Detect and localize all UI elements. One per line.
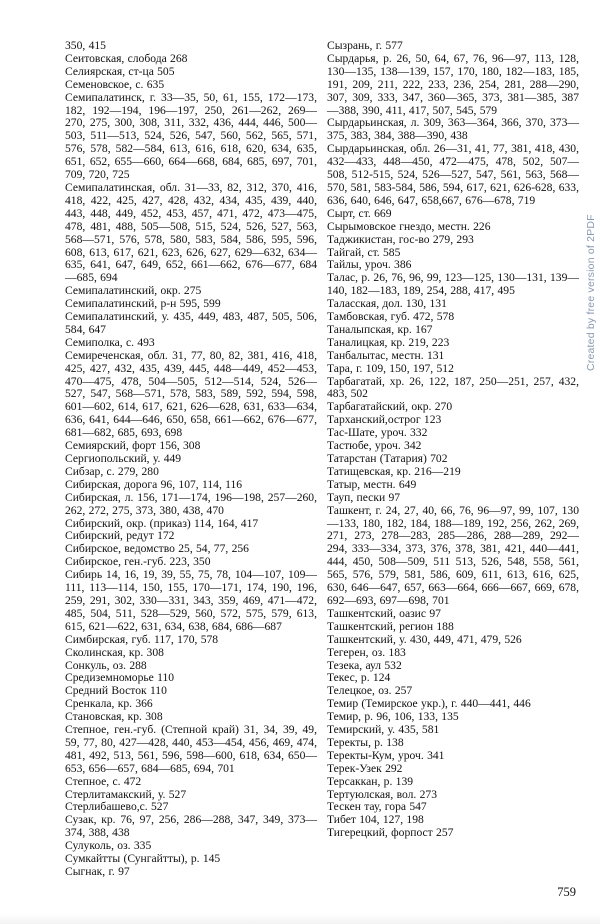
index-entry: Темирский, у. 435, 581 (327, 723, 440, 737)
index-entry: Семиреченская, обл. 31, 77, 80, 82, 381, 416, 418, 425, 427, 432, 435, 439, 445, 448—449, 452—453, 470—475, 478, 504—505, 512—514, 524, 526—527, 547, 568—571, 578, 583, 589, 592, 594, 598, 601—602, 614, 617, 621, 626—628, 631, 633—634, 636, 641, 644—646, 650, 658, 661—662, 676—677, 681—682, 685, 693, 698 (65, 348, 317, 440)
index-entry: Семипалатинская, обл. 31—33, 82, 312, 370, 416, 418, 422, 425, 427, 428, 432, 434, 435, 439, 440, 443, 448, 449, 452, 453, 457, 471, 472, 473—475, 478, 481, 488, 505—508, 515, 524, 526, 527, 563, 568—571, 576, 578, 580, 583, 584, 586, 595, 596, 608, 613, 617, 621, 623, 626, 627, 629—632, 634—635, 641, 647, 649, 652, 661—662, 676—677, 684—685, 694 (65, 180, 317, 285)
index-entry: Сыгнак, г. 97 (65, 865, 130, 878)
index-entry: Сырдарьинская, л. 309, 363—364, 366, 370, 373—375, 383, 384, 388—390, 438 (327, 116, 579, 143)
index-entry: Стерлитамакский, у. 527 (65, 787, 187, 801)
index-entry: Темир (Темирское укр.), г. 440—441, 446 (327, 697, 531, 711)
index-entry: Сколинская, кр. 308 (65, 645, 164, 659)
index-entry: Степное, с. 472 (65, 774, 142, 788)
index-entry: Сырт, ст. 669 (327, 206, 392, 220)
index-entry: Тарбагатайский, окр. 270 (327, 400, 453, 414)
index-entry: Таналыпская, кр. 167 (327, 322, 433, 336)
index-entry: Средиземноморье 110 (65, 671, 175, 685)
index-entry: 350, 415 (65, 39, 106, 52)
index-entry: Телецкое, оз. 257 (327, 684, 413, 698)
index-entry: Симбирская, губ. 117, 170, 578 (65, 632, 219, 646)
index-entry: Степное, ген.-губ. (Степной край) 31, 34, 39, 49, 59, 77, 80, 427—428, 440, 453—454, 456, 469, 474, 481, 492, 513, 561, 596, 598—600, 618, 634, 650—653, 656—657, 684—685, 694, 701 (65, 723, 317, 775)
index-entry: Семипалатинский, окр. 275 (65, 284, 202, 298)
index-entry: Тара, г. 109, 150, 197, 512 (327, 361, 454, 375)
index-entry: Сырдарьинская, обл. 26—31, 41, 77, 381, 418, 430, 432—433, 448—450, 472—475, 478, 502, 507—508, 512-515, 524, 526—527, 547, 561, 563, 568—570, 581, 583-584, 586, 594, 617, 621, 626-628, 633, 636, 640, 646, 647, 658,667, 676—678, 719 (327, 142, 579, 207)
index-entry: Текес, р. 124 (327, 671, 391, 685)
index-entry: Таджикистан, гос-во 279, 293 (327, 232, 474, 246)
index-entry: Тертуюлская, вол. 273 (327, 787, 437, 801)
index-entry: Сренкала, кр. 366 (65, 697, 153, 711)
index-entry: Сырымовское гнездо, местн. 226 (327, 219, 491, 233)
index-entry: Таласская, дол. 130, 131 (327, 297, 447, 311)
index-entry: Семиярский, форт 156, 308 (65, 439, 201, 453)
index-entry: Таналицкая, кр. 219, 223 (327, 335, 450, 349)
index-entry: Ташкентский, оазис 97 (327, 606, 441, 620)
index-entry: Талас, р. 26, 76, 96, 99, 123—125, 130—131, 139—140, 182—183, 189, 254, 288, 417, 495 (327, 271, 579, 298)
index-column-left (65, 40, 317, 879)
index-entry: Сергиопольский, у. 449 (65, 452, 182, 465)
index-entry: Сибирский, редут 172 (65, 529, 175, 543)
index-entry: Ташкент, г. 24, 27, 40, 66, 76, 96—97, 99, 107, 130—133, 180, 182, 184, 188—189, 192, 256, 262, 269, 271, 273, 278—283, 285—286, 288—289, 292—294, 333—334, 373, 376, 378, 381, 421, 440—441, 444, 450, 508—509, 511 513, 526, 548, 558, 561, 565, 576, 579, 581, 586, 609, 611, 613, 616, 625, 630, 646—647, 657, 663—664, 666—667, 669, 678, 692—693, 697—698, 701 (327, 503, 579, 607)
index-entry: Татищевская, кр. 216—219 (327, 464, 461, 478)
index-entry: Тамбовская, губ. 472, 578 (327, 310, 455, 324)
index-entry: Тегерен, оз. 183 (327, 645, 406, 659)
scan-shadow (0, 914, 600, 924)
index-entry: Темир, р. 96, 106, 133, 135 (327, 710, 459, 724)
index-entry: Ташкентский, регион 188 (327, 619, 454, 633)
index-entry: Сибзар, с. 279, 280 (65, 464, 159, 478)
index-entry: Семеновское, с. 635 (65, 77, 165, 91)
index-content (65, 40, 579, 879)
index-entry: Тарбагатай, хр. 26, 122, 187, 250—251, 257, 432, 483, 502 (327, 374, 579, 401)
index-entry: Сибирский, окр. (приказ) 114, 164, 417 (65, 516, 259, 530)
index-entry: Танбалытас, местн. 131 (327, 348, 445, 362)
index-entry: Татыр, местн. 649 (327, 477, 417, 491)
index-entry: Тастюбе, уроч. 342 (327, 439, 422, 453)
index-entry: Семипалатинский, у. 435, 449, 483, 487, 505, 506, 584, 647 (65, 310, 317, 336)
index-entry: Сеитовская, слобода 268 (65, 51, 188, 65)
index-entry: Тас-Шате, уроч. 332 (327, 426, 428, 440)
index-entry: Сибирская, л. 156, 171—174, 196—198, 257—260, 262, 272, 275, 373, 380, 438, 470 (65, 490, 317, 517)
index-entry: Семипалатинский, р-н 595, 599 (65, 297, 221, 311)
index-entry: Сумкайтты (Сунгайтты), р. 145 (65, 852, 221, 866)
index-entry: Сибирское, ген.-губ. 223, 350 (65, 555, 211, 569)
index-entry: Сырдарья, р. 26, 50, 64, 67, 76, 96—97, 113, 128, 130—135, 138—139, 157, 170, 180, 182—183, 185, 191, 209, 211, 222, 233, 236, 254, 281, 288—290, 307, 309, 333, 347, 360—365, 373, 381—385, 387—388, 390, 411, 417, 507, 545, 579 (327, 51, 579, 117)
page-number: 759 (557, 885, 576, 899)
index-entry: Сулуколь, оз. 335 (65, 839, 152, 853)
index-entry: Сызрань, г. 577 (327, 39, 403, 52)
index-entry: Тескен тау, гора 547 (327, 800, 427, 814)
pdf-watermark: Created by free version of 2PDF (585, 214, 597, 371)
index-entry: Сибирская, дорога 96, 107, 114, 116 (65, 477, 243, 491)
index-entry: Татарстан (Татария) 702 (327, 452, 448, 465)
index-entry: Сонкуль, оз. 288 (65, 658, 147, 672)
index-entry: Сузак, кр. 76, 97, 256, 286—288, 347, 349, 373—374, 388, 438 (65, 813, 317, 840)
index-entry: Тауп, пески 97 (327, 490, 401, 504)
index-entry: Тайлы, уроч. 386 (327, 258, 412, 272)
index-column-right (327, 40, 579, 879)
index-entry: Тарханский,острог 123 (327, 413, 442, 427)
index-entry: Селиярская, ст-ца 505 (65, 64, 175, 78)
index-entry: Сибирь 14, 16, 19, 39, 55, 75, 78, 104—107, 109—111, 113—114, 150, 155, 170—171, 174, 190, 196, 259, 291, 302, 330—331, 343, 359, 469, 471—472, 485, 504, 511, 528—529, 560, 572, 575, 579, 613, 615, 621—622, 631, 634, 638, 684, 686—687 (65, 568, 317, 633)
index-entry: Стерлибашево,с. 527 (65, 800, 169, 814)
index-entry: Средний Восток 110 (65, 684, 167, 698)
index-entry: Терсаккан, р. 139 (327, 774, 414, 788)
index-entry: Сибирское, ведомство 25, 54, 77, 256 (65, 542, 249, 556)
index-entry: Становская, кр. 308 (65, 710, 163, 724)
index-entry: Тезека, аул 532 (327, 658, 402, 672)
index-entry: Терек-Узек 292 (327, 761, 403, 775)
index-entry: Семиполка, с. 493 (65, 335, 155, 349)
index-entry: Тибет 104, 127, 198 (327, 813, 424, 827)
index-entry: Теректы, р. 138 (327, 735, 404, 749)
index-entry: Семипалатинск, г. 33—35, 50, 61, 155, 172—173, 182, 192—194, 196—197, 250, 261—262, 269—270, 275, 300, 308, 311, 332, 436, 444, 446, 500—503, 511—513, 524, 526, 547, 560, 562, 565, 571, 576, 578, 582—584, 613, 616, 618, 620, 634, 635, 651, 652, 655—660, 664—668, 684, 685, 697, 701, 709, 720, 725 (65, 90, 317, 182)
index-entry: Тигерецкий, форпост 257 (327, 826, 454, 840)
index-entry: Тайгай, ст. 585 (327, 245, 401, 259)
index-entry: Ташкентский, у. 430, 449, 471, 479, 526 (327, 632, 522, 646)
index-entry: Теректы-Кум, уроч. 341 (327, 748, 445, 762)
